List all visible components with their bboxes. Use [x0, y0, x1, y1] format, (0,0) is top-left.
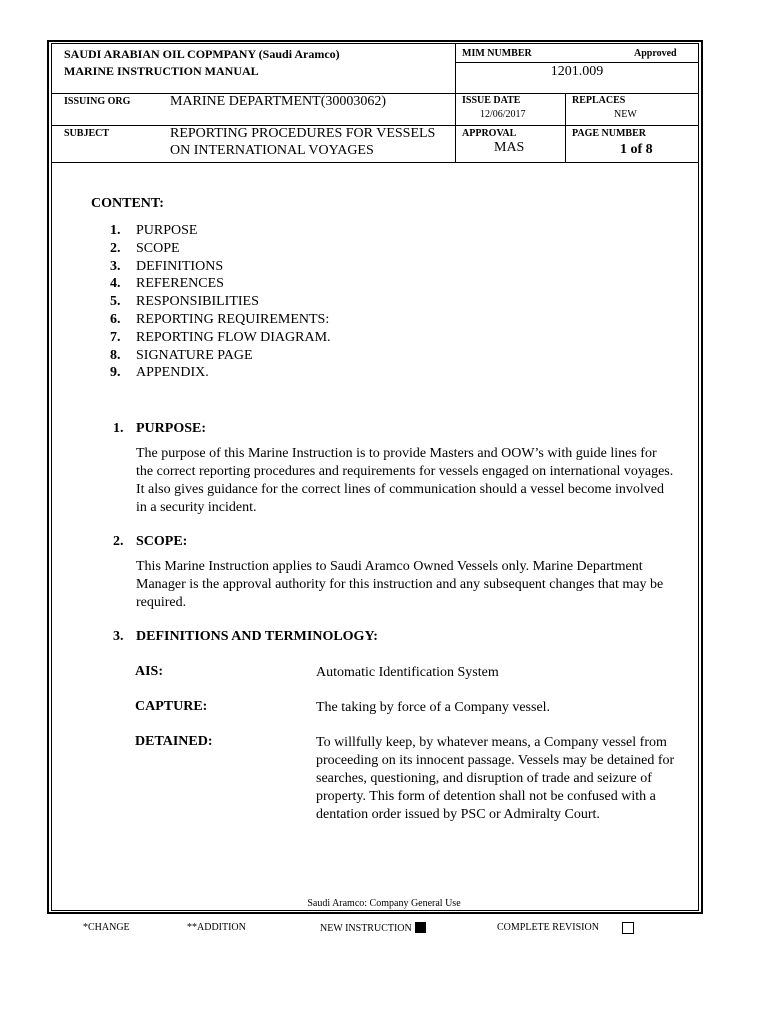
- toc-item: 9. APPENDIX.: [110, 365, 209, 381]
- issue-date-label: ISSUE DATE: [462, 95, 521, 106]
- legend-addition: **ADDITION: [187, 922, 246, 933]
- definition-text: Automatic Identification System: [316, 665, 499, 680]
- subject-line-2: ON INTERNATIONAL VOYAGES: [170, 143, 374, 158]
- classification-footer: Saudi Aramco: Company General Use: [307, 898, 461, 909]
- legend-change: *CHANGE: [83, 922, 130, 933]
- purpose-paragraph: The purpose of this Marine Instruction is to provide Masters and OOW’s with guide lines for the correct reporting procedures and requirements for vessels engaged on international voyages. It also gives guidance for the correct lines of communication should a vessel become involved in a security incident.: [136, 446, 674, 515]
- scope-number: 2.: [113, 534, 124, 549]
- content-heading: CONTENT:: [91, 196, 164, 211]
- header-col-divider: [455, 43, 456, 162]
- header-bottom-line: [51, 162, 699, 163]
- new-instruction-label: NEW INSTRUCTION: [320, 923, 412, 934]
- definition-term: CAPTURE:: [135, 699, 208, 714]
- purpose-heading: PURPOSE:: [136, 421, 206, 436]
- toc-item: 4. REFERENCES: [110, 276, 224, 292]
- purpose-number: 1.: [113, 421, 124, 436]
- toc-item: 5. RESPONSIBILITIES: [110, 294, 259, 310]
- complete-revision-checkbox-wrap: [622, 922, 634, 935]
- definition-term: DETAINED:: [135, 734, 213, 749]
- definitions-number: 3.: [113, 629, 124, 644]
- toc-item: 3. DEFINITIONS: [110, 258, 224, 274]
- complete-revision-label: COMPLETE REVISION: [497, 922, 599, 933]
- header-subcol-divider: [565, 93, 566, 162]
- toc-item: 7. REPORTING FLOW DIAGRAM.: [110, 329, 331, 345]
- issuing-org: MARINE DEPARTMENT(30003062): [170, 94, 387, 109]
- toc-item: 8. SIGNATURE PAGE: [110, 347, 253, 363]
- page-number: 1 of 8: [620, 142, 653, 157]
- issue-date: 12/06/2017: [480, 109, 526, 120]
- new-instruction-checkbox[interactable]: [415, 922, 426, 933]
- scope-heading: SCOPE:: [136, 534, 188, 549]
- toc-item: 2. SCOPE: [110, 240, 180, 256]
- issuing-org-label: ISSUING ORG: [64, 96, 131, 107]
- subject-line-1: REPORTING PROCEDURES FOR VESSELS: [170, 126, 436, 141]
- definition-term: AIS:: [135, 664, 164, 679]
- toc-item: 1. PURPOSE: [110, 223, 198, 238]
- mim-number-label: MIM NUMBER: [462, 48, 532, 59]
- toc-item: 6. REPORTING REQUIREMENTS:: [110, 311, 330, 327]
- definition-text: To willfully keep, by whatever means, a Company vessel from proceeding on its innocent passage. Vessels may be detained for searches, questioning, and disruption of trade and seizure of property. This form of detention shall not be confused with a dentation order issued by PSC or Admiralty Court.: [316, 735, 675, 822]
- page-number-label: PAGE NUMBER: [572, 128, 646, 139]
- replaces-label: REPLACES: [572, 95, 626, 106]
- approval-status: Approved: [634, 48, 677, 59]
- company-name: SAUDI ARABIAN OIL COPMPANY (Saudi Aramco): [64, 47, 340, 61]
- legend-complete-revision: [497, 922, 599, 933]
- scope-paragraph: This Marine Instruction applies to Saudi Aramco Owned Vessels only. Marine Department Manager is the approval authority for this instruction and any subsequent changes that may be required.: [136, 559, 664, 610]
- mim-number: 1201.009: [550, 64, 604, 79]
- replaces-value: NEW: [614, 109, 637, 120]
- definition-text: The taking by force of a Company vessel.: [316, 700, 551, 715]
- complete-revision-checkbox[interactable]: [622, 922, 634, 934]
- manual-title: MARINE INSTRUCTION MANUAL: [64, 64, 259, 78]
- subject-label: SUBJECT: [64, 128, 110, 139]
- legend-new-instruction: [320, 922, 426, 934]
- approval-value: MAS: [494, 140, 525, 155]
- table-of-contents: [110, 222, 331, 382]
- approval-label: APPROVAL: [462, 128, 517, 139]
- definitions-heading: DEFINITIONS AND TERMINOLOGY:: [136, 629, 378, 644]
- mim-divider: [455, 62, 699, 63]
